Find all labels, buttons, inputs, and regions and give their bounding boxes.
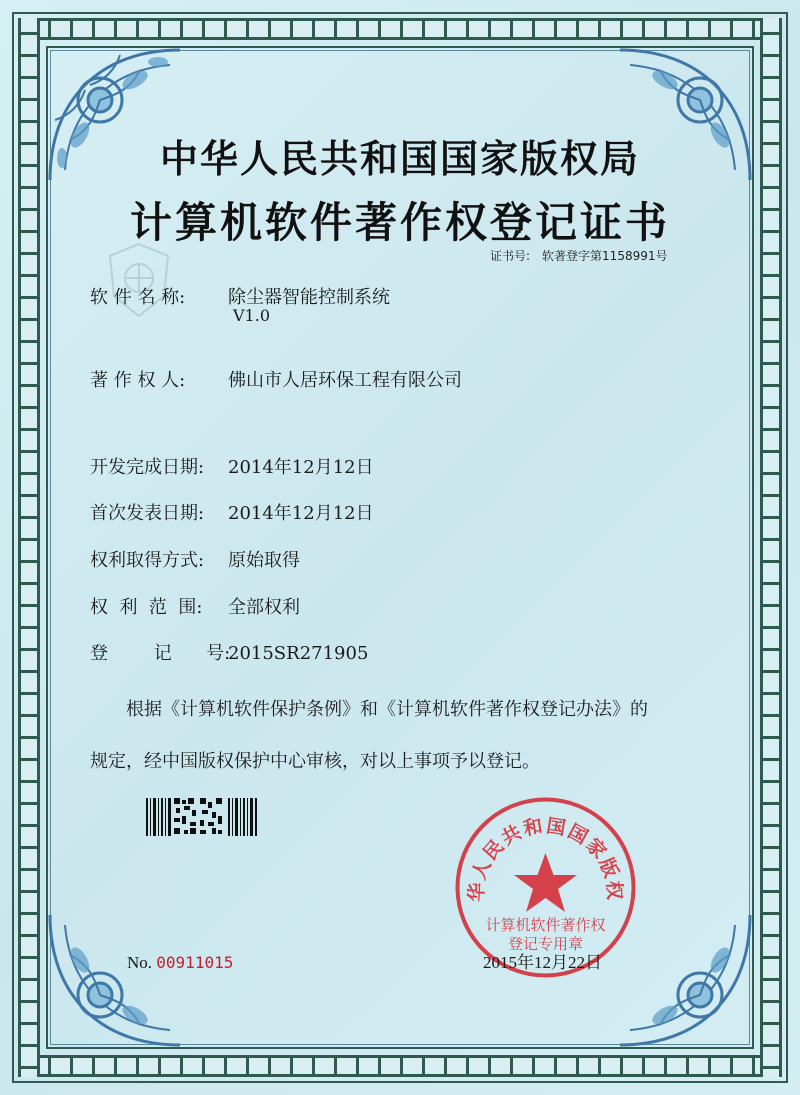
owner-row xyxy=(90,366,462,392)
dev-date-label: 开发完成日期: xyxy=(90,457,205,478)
certificate-number xyxy=(490,247,668,264)
rights-scope-label: 权 利 范 围: xyxy=(90,597,203,618)
seal-inner-line-2: 登记专用章 xyxy=(507,935,584,953)
seal-inner-line-1: 计算机软件著作权 xyxy=(485,916,606,934)
software-name-label: 软 件 名 称: xyxy=(90,287,186,308)
qr-barcode xyxy=(146,796,258,838)
rights-scope-row xyxy=(90,593,300,619)
rights-scope-value: 全部权利 xyxy=(228,597,300,618)
serial-number xyxy=(127,953,233,973)
pub-date-row xyxy=(90,499,374,525)
issuer-title: 中华人民共和国国家版权局 xyxy=(159,136,640,181)
owner-value: 佛山市人居环保工程有限公司 xyxy=(228,370,462,391)
software-name-value: 除尘器智能控制系统 xyxy=(228,287,390,308)
dev-date-row xyxy=(90,453,374,479)
certificate-number-value: 软著登字第1158991号 xyxy=(542,249,668,263)
statement-line-2: 规定，经中国版权保护中心审核，对以上事项予以登记。 xyxy=(90,751,540,772)
software-version-value: V1.0 xyxy=(233,306,270,325)
registration-number-row xyxy=(90,639,368,665)
statement-line-1: 根据《计算机软件保护条例》和《计算机软件著作权登记办法》的 xyxy=(126,699,648,720)
certificate-number-label: 证书号: xyxy=(490,249,531,263)
rights-method-label: 权利取得方式: xyxy=(90,550,205,571)
rights-method-value: 原始取得 xyxy=(228,550,300,571)
serial-number-value: 00911015 xyxy=(156,953,234,972)
issue-date: 2015年12月22日 xyxy=(483,953,602,972)
seal-star-icon xyxy=(514,853,577,912)
registration-number-value: 2015SR271905 xyxy=(228,643,369,664)
corner-ornament-bottom-left xyxy=(40,905,190,1055)
pub-date-value: 2014年12月12日 xyxy=(228,503,374,524)
owner-label: 著 作 权 人: xyxy=(90,370,186,391)
registration-number-label: 登 记 号: xyxy=(90,643,231,664)
certificate-title: 计算机软件著作权登记证书 xyxy=(129,198,670,247)
serial-prefix: No. xyxy=(127,953,153,972)
greek-key-border-top xyxy=(18,18,782,40)
seal-outer-text: 华人民共和国国家版权 xyxy=(465,814,626,903)
rights-method-row xyxy=(90,546,300,572)
pub-date-label: 首次发表日期: xyxy=(90,503,205,524)
greek-key-border-bottom xyxy=(18,1055,782,1077)
dev-date-value: 2014年12月12日 xyxy=(228,457,374,478)
